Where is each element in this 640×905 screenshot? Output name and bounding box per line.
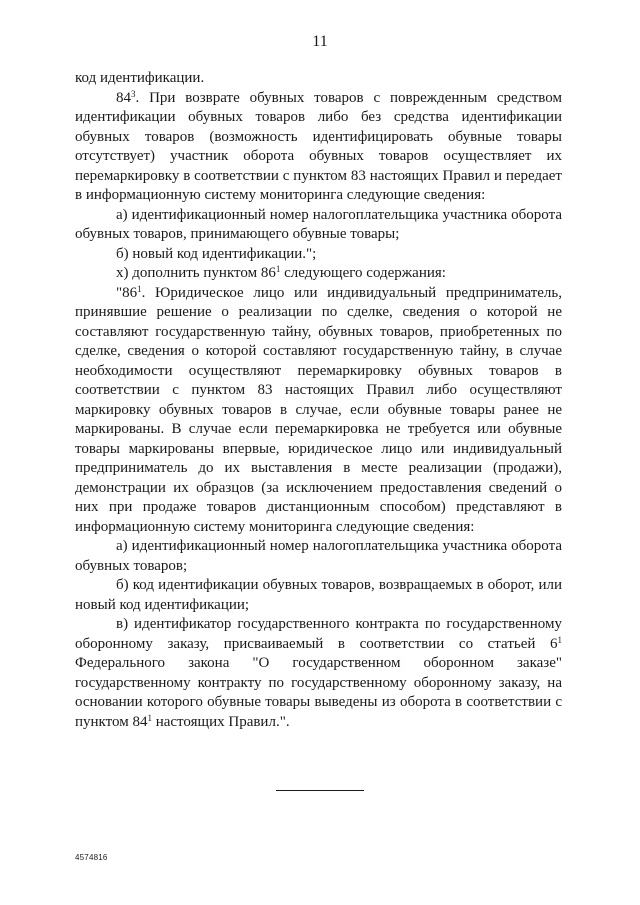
- paragraph-84-3: $84^3$. При возврате обувных товаров с поврежденным средством идентификации обувных товаров либо без средства идентификации обувных товаров (возможность идентифицировать обувные товары отсутствует) участник оборота обувных товаров осуществляет их перемаркировку в соответствии с пунктом 83 настоящих Правил и передает в информационную систему мониторинга следующие сведения:: [75, 88, 562, 203]
- document-body: [75, 69, 562, 732]
- paragraph-item-a-first: а) идентификационный номер налогоплательщика участника оборота обувных товаров, принимающего обувные товары;: [75, 206, 562, 242]
- paragraph-item-x: х) дополнить пунктом $86^1$ следующего содержания:: [116, 264, 446, 281]
- page-number: 11: [312, 33, 328, 50]
- paragraph-item-b-first: б) новый код идентификации.";: [116, 245, 317, 262]
- paragraph-item-a-second: а) идентификационный номер налогоплательщика участника оборота обувных товаров;: [75, 538, 562, 574]
- paragraph-item-b-second: б) код идентификации обувных товаров, возвращаемых в оборот, или новый код идентификации;: [75, 577, 562, 613]
- paragraph-code-continuation: код идентификации.: [75, 70, 205, 86]
- document-code: 4574816: [75, 853, 108, 862]
- paragraph-86-1: "$86^1$. Юридическое лицо или индивидуальный предприниматель, принявшие решение о реализации по сделке, сведения о которой не составляют государственную тайну, обувных товаров, приобретенных по сделке, сведения о которой составляют государственную тайну, в случае необходимости осуществляют перемаркировку обувных товаров в соответствии с пунктом 83 настоящих Правил либо осуществляют маркировку обувных товаров в случае, если обувные товары ранее не маркированы. В случае если перемаркировка не требуется или обувные товары маркированы впервые, юридическое лицо или индивидуальный предприниматель до их выставления в месте реализации (продажи), демонстрации их образцов (за исключением предоставления сведений о них при продаже товаров дистанционным способом) представляют в информационную систему мониторинга следующие сведения:: [75, 283, 562, 535]
- end-divider: [276, 790, 364, 791]
- paragraph-item-v: в) идентификатор государственного контракта по государственному оборонному заказу, присваиваемый в соответствии со статьей $6^1$ Федерального закона "О государственном оборонном заказе" государственному контракту по государственному оборонному заказу, на основании которого обувные товары выведены из оборота в соответствии с пунктом $84^1$ настоящих Правил.".: [75, 616, 562, 730]
